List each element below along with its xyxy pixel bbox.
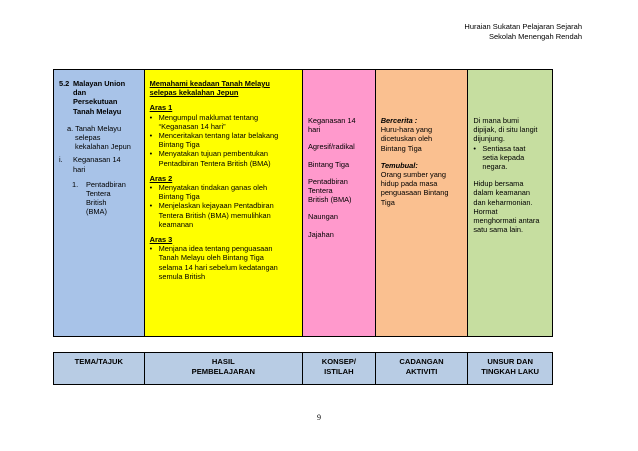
list-item: • Menceritakan tentang latar belakang Bintang Tiga [150,131,298,149]
header-hasil: HASIL PEMBELAJARAN [145,353,303,384]
concept-item: Naungan [307,212,338,222]
list-item: • Mengumpul maklumat tentang “Keganasan 14 hari” [150,113,298,131]
col-konsep-istilah [303,70,376,336]
value-harmony: Hidup bersama dalam keamanan dan keharmonian. Hormat menghormati antara satu sama lain. [473,179,540,235]
header-unsur: UNSUR DAN TINGKAH LAKU [481,357,540,376]
page-header [464,22,582,42]
col-cadangan-aktiviti [376,70,469,336]
list-item: • Menyatakan tujuan pembentukan Pentadbiran Tentera British (BMA) [150,149,298,167]
concept-item: Jajahan [307,229,334,239]
page-number: 9 [317,413,321,422]
list-item: • Menjana idea tentang penguasaan Tanah Melayu oleh Bintang Tiga selama 14 hari sebelum kedatangan semula British [150,244,298,281]
col-unsur-tingkah-laku [468,70,552,336]
item-i: i. Keganasan 14 hari [59,155,121,174]
aras-3-list [150,244,298,281]
header-konsep: KONSEP/ ISTILAH [303,353,376,384]
aras-1-label: Aras 1 [149,103,173,113]
syllabus-table [53,69,553,337]
activity-bercerita-label: Bercerita : [380,116,418,125]
concept-item: Pentadbiran Tentera British (BMA) [307,176,352,205]
subtopic-a: a. Tanah Melayu selepas kekalahan Jepun [67,123,131,152]
topic-code: 5.2 [59,79,70,88]
aras-3-label: Aras 3 [149,235,173,245]
value-proverb: Di mana bumi dipijak, di situ langit dijunjung. [473,116,538,144]
value-list [473,144,548,172]
aras-1-list [150,113,298,168]
list-item: • Menyatakan tindakan ganas oleh Bintang Tiga [150,183,298,201]
topic-row [59,79,140,116]
aras-2-list [150,183,298,229]
table-header-row [53,352,553,385]
col-tema-tajuk [54,70,145,336]
outcome-heading: Memahami keadaan Tanah Melayu selepas kekalahan Jepun [149,79,270,98]
col-hasil-pembelajaran [145,70,303,336]
activity-bercerita-text: Huru-hara yang dicetuskan oleh Bintang Tiga [380,125,433,153]
aras-2-label: Aras 2 [149,173,173,183]
concept-item: Agresif/radikal [307,142,355,152]
header-line-2: Sekolah Menengah Rendah [489,32,582,41]
header-line-1: Huraian Sukatan Pelajaran Sejarah [464,22,582,31]
header-tema: TEMA/TAJUK [54,353,145,384]
concept-item: Bintang Tiga [307,159,350,169]
concept-item: Keganasan 14 hari [307,116,356,135]
item-1: 1. Pentadbiran Tentera British (BMA) [72,179,126,217]
topic-title: Malayan Union dan Persekutuan Tanah Melayu [73,79,126,116]
header-cadangan: CADANGAN AKTIVITI [376,353,469,384]
activity-temubual-text: Orang sumber yang hidup pada masa penguasaan Bintang Tiga [380,170,449,207]
list-item: • Sentiasa taat setia kepada negara. [473,144,548,172]
list-item: • Menjelaskan kejayaan Pentadbiran Tentera British (BMA) memulihkan keamanan [150,201,298,229]
activity-temubual-label: Temubual: [380,160,418,170]
